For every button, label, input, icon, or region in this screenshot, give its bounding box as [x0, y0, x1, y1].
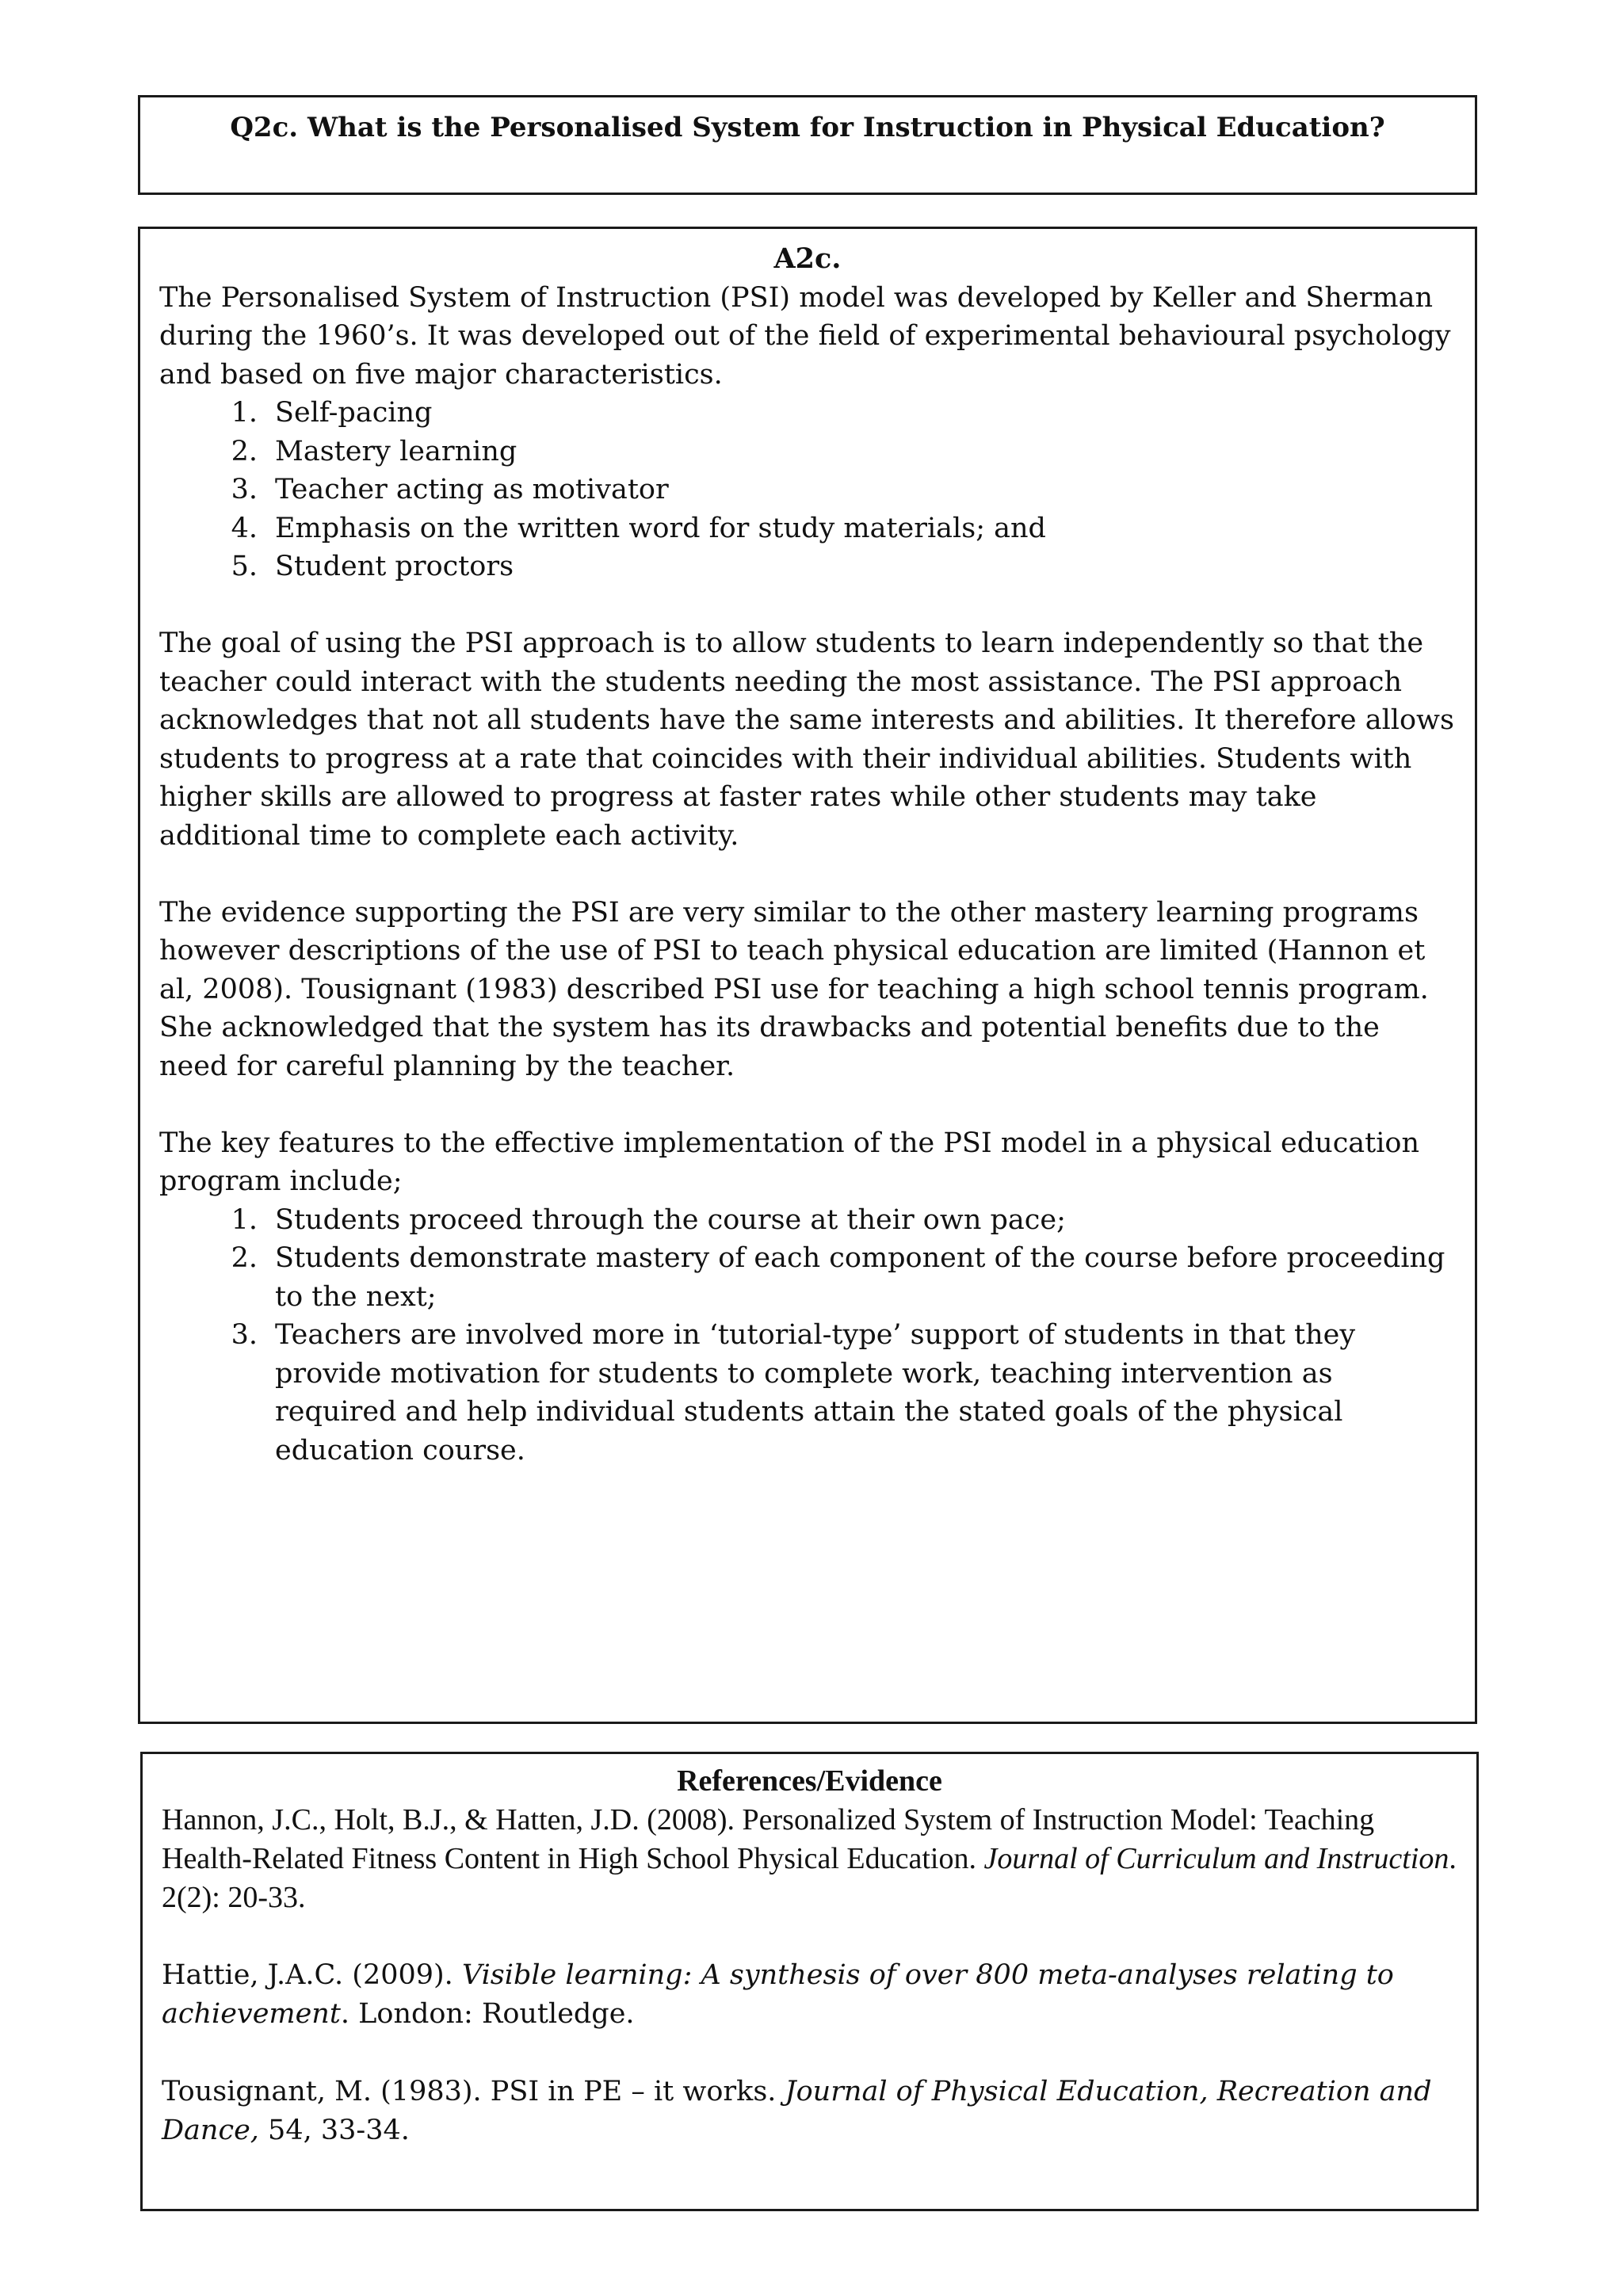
references-box [140, 1752, 1479, 2211]
list-item-text: Students demonstrate mastery of each component of the course before proceeding to the next; [275, 1242, 1445, 1313]
list-item-number: 1. [231, 1203, 258, 1236]
list-item [159, 394, 1456, 433]
list-item-text: Teacher acting as motivator [275, 474, 669, 505]
list-item [159, 509, 1456, 548]
list-item-number: 2. [231, 1242, 258, 1274]
reference-text: . 2(2): 20-33. [162, 1842, 1457, 1914]
answer-box [138, 227, 1477, 1724]
list-item [159, 433, 1456, 471]
list-item-text: Mastery learning [275, 435, 517, 467]
list-item-text: Student proctors [275, 551, 514, 582]
reference-entry-hattie [162, 1956, 1457, 2034]
reference-entry-hannon [162, 1801, 1457, 1917]
list-item-number: 3. [231, 1319, 258, 1351]
reference-text: 54, 33-34. [258, 2115, 410, 2146]
reference-book-title: Visible learning: A synthesis of over 800 meta-analyses relating to achievement [162, 1959, 1394, 2030]
list-item-number: 2. [231, 435, 258, 467]
list-item-text: Self-pacing [275, 397, 433, 429]
list-item-number: 1. [231, 397, 258, 429]
question-title: Q2c. What is the Personalised System for Instruction in Physical Education? [230, 112, 1385, 143]
list-item-number: 5. [231, 551, 258, 582]
evidence-paragraph: The evidence supporting the PSI are very similar to the other mastery learning programs however descriptions of the use of PSI to teach physical education are limited (Hannon et al, 2008). Tousignant (1983) described PSI use for teaching a high school tennis program. She acknowledged that the system has its drawbacks and potential benefits due to the need for careful planning by the teacher. [159, 896, 1429, 1082]
goal-paragraph: The goal of using the PSI approach is to allow students to learn independently so that the teacher could interact with the students needing the most assistance. The PSI approach acknowledges that not all students have the same interests and abilities. It therefore allows students to progress at a rate that coincides with their individual abilities. Students with higher skills are allowed to progress at faster rates while other students may take additional time to complete each activity. [159, 627, 1454, 852]
reference-text: . London: Routledge. [340, 1998, 635, 2030]
reference-entry-tousignant [162, 2073, 1457, 2150]
answer-heading: A2c. [773, 242, 842, 275]
list-item-text: Teachers are involved more in ‘tutorial-type’ support of students in that they provide motivation for students to complete work, teaching intervention as required and help individual students attain the stated goals of the physical education course. [275, 1319, 1356, 1466]
list-item [159, 547, 1456, 586]
reference-journal-title: Journal of Curriculum and Instruction [983, 1842, 1449, 1875]
list-item-number: 3. [231, 474, 258, 505]
list-item [159, 471, 1456, 509]
reference-journal-title: Journal of Physical Education, Recreation and Dance, [162, 2076, 1432, 2146]
features-intro-paragraph: The key features to the effective implementation of the PSI model in a physical education program include; [159, 1127, 1420, 1197]
list-item-text: Students proceed through the course at their own pace; [275, 1203, 1066, 1236]
list-item [159, 1239, 1456, 1316]
question-box [138, 95, 1477, 195]
reference-text: Hattie, J.A.C. (2009). [162, 1959, 462, 1991]
list-item [159, 1201, 1456, 1240]
reference-text: Hannon, J.C., Holt, B.J., & Hatten, J.D. (2008). Personalized System of Instruction Model: Teaching Health-Related Fitness Content in High School Physical Education. [162, 1803, 1375, 1875]
list-item-text: Emphasis on the written word for study materials; and [275, 512, 1046, 544]
characteristics-list [159, 394, 1456, 586]
answer-intro-paragraph: The Personalised System of Instruction (PSI) model was developed by Keller and Sherman during the 1960’s. It was developed out of the field of experimental behavioural psychology and based on five major characteristics. [159, 281, 1451, 391]
list-item-number: 4. [231, 512, 258, 544]
reference-text: Tousignant, M. (1983). PSI in PE – it works. [162, 2076, 785, 2107]
references-heading: References/Evidence [677, 1764, 942, 1798]
features-list [159, 1201, 1456, 1470]
list-item [159, 1316, 1456, 1470]
